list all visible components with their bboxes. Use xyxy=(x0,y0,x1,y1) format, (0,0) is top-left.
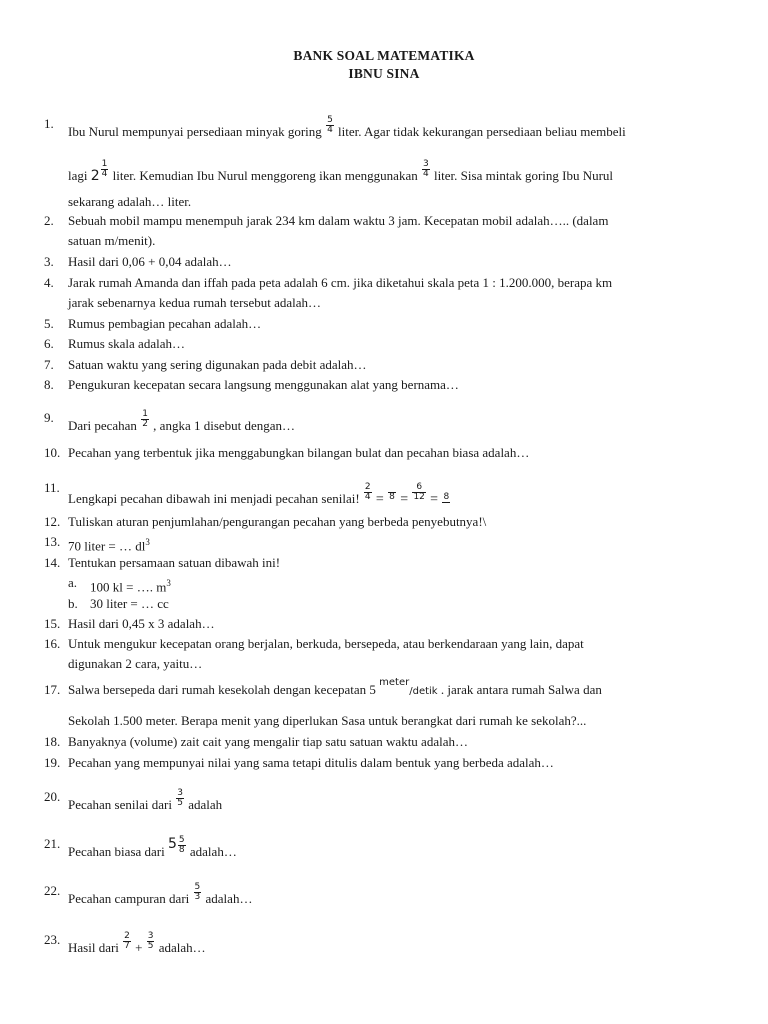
question-number: 15. xyxy=(44,616,61,631)
question-6-text: Rumus skala adalah… xyxy=(68,336,185,351)
question-number: 8. xyxy=(44,377,54,392)
question-17-text: Salwa bersepeda dari rumah kesekolah dengan kecepatan 5 $^{meter}$/detik . jarak antara rumah Salwa dan xyxy=(68,677,602,697)
question-number: 14. xyxy=(44,555,61,570)
fraction: $\frac{1}{2}$ xyxy=(142,409,148,429)
question-number: 22. xyxy=(44,883,61,898)
mixed-number-whole: 5 xyxy=(167,836,177,852)
fraction: $\frac{6}{12}$ xyxy=(413,482,425,502)
question-number: 12. xyxy=(44,514,61,529)
question-9-text: Dari pecahan $\frac{1}{2}$ , angka 1 disebut dengan… xyxy=(68,409,296,433)
question-4-text-cont: jarak sebenarnya kedua rumah tersebut adalah… xyxy=(68,295,322,310)
unit-denominator: detik xyxy=(412,686,438,697)
question-7-text: Satuan waktu yang sering digunakan pada debit adalah… xyxy=(68,357,367,372)
question-number: 17. xyxy=(44,682,61,697)
question-number: 2. xyxy=(44,213,54,228)
question-5-text: Rumus pembagian pecahan adalah… xyxy=(68,316,262,331)
document-subtitle: IBNU SINA xyxy=(348,66,420,81)
question-text: lagi 2 $\frac{1}{4}$ liter. Kemudian Ibu Nurul menggoreng ikan menggunakan $\frac{3}{4}$ liter. Sisa mintak goring Ibu Nurul xyxy=(68,159,614,184)
question-22-text: Pecahan campuran dari $\frac{5}{3}$ adalah… xyxy=(68,882,253,906)
question-number: 11. xyxy=(44,480,60,495)
document-title: BANK SOAL MATEMATIKA xyxy=(293,48,475,63)
subquestion-label: b. xyxy=(68,596,78,611)
question-text: Ibu Nurul mempunyai persediaan minyak goring $\frac{5}{4}$ liter. Agar tidak kekurangan persediaan beliau membeli xyxy=(68,115,626,139)
fraction: $\frac{5}{3}$ xyxy=(194,882,201,902)
question-13-text: 70 liter = … $dl^3$ xyxy=(68,537,150,554)
question-4-text: Jarak rumah Amanda dan iffah pada peta adalah 6 cm. jika diketahui skala peta 1 : 1.200.000, berapa km xyxy=(68,275,613,290)
question-number: 21. xyxy=(44,836,61,851)
question-number: 23. xyxy=(44,932,61,947)
fraction-blank-numerator: 8 xyxy=(389,492,395,502)
question-15-text: Hasil dari 0,45 x 3 adalah… xyxy=(68,616,215,631)
question-number: 4. xyxy=(44,275,54,290)
question-number: 13. xyxy=(44,534,61,549)
question-number: 18. xyxy=(44,734,61,749)
question-18-text: Banyaknya (volume) zait cait yang mengalir tiap satu satuan waktu adalah… xyxy=(68,734,468,749)
question-number: 3. xyxy=(44,254,54,269)
question-number: 1. xyxy=(44,116,54,131)
subquestion-a-text: 100 kl = …. $m^3$ xyxy=(90,578,171,595)
question-3-text: Hasil dari 0,06 + 0,04 adalah… xyxy=(68,254,232,269)
question-number: 6. xyxy=(44,336,54,351)
question-11-text: Lengkapi pecahan dibawah ini menjadi pecahan senilai! $\frac{2}{4}$ = 8 = $\frac{6}{12}$ = 8 xyxy=(68,480,722,512)
question-16-text: Untuk mengukur kecepatan orang berjalan, berkuda, bersepeda, atau berkendaraan yang lain, dapat xyxy=(68,636,584,651)
question-20-text: Pecahan senilai dari $\frac{3}{5}$ adalah xyxy=(68,788,223,812)
fraction: $\frac{3}{5}$ xyxy=(147,931,154,951)
mixed-number-whole: 2 xyxy=(90,168,100,184)
fraction: $\frac{3}{5}$ xyxy=(177,788,183,808)
unit-numerator: meter xyxy=(379,677,410,688)
subquestion-b-text: 30 liter = … cc xyxy=(90,596,169,611)
fraction: $\frac{2}{4}$ xyxy=(364,482,371,502)
question-2-text-cont: satuan m/menit). xyxy=(68,233,156,248)
question-14-text: Tentukan persamaan satuan dibawah ini! xyxy=(68,555,281,570)
question-number: 10. xyxy=(44,445,61,460)
question-12-text: Tuliskan aturan penjumlahan/pengurangan pecahan yang berbeda penyebutnya!\ xyxy=(68,514,487,529)
question-17-text-cont: Sekolah 1.500 meter. Berapa menit yang diperlukan Sasa untuk berangkat dari rumah ke sekolah?... xyxy=(68,713,587,728)
question-8-text: Pengukuran kecepatan secara langsung menggunakan alat yang bernama… xyxy=(68,377,459,392)
fraction: $\frac{1}{4}$ xyxy=(101,159,108,179)
question-number: 19. xyxy=(44,755,61,770)
question-21-text: Pecahan biasa dari 5 $\frac{5}{8}$ adalah… xyxy=(68,835,237,859)
subquestion-label: a. xyxy=(68,575,78,590)
question-text: sekarang adalah… liter. xyxy=(68,194,192,209)
fraction-blank-denominator: 8 xyxy=(442,493,450,512)
question-number: 7. xyxy=(44,357,54,372)
fraction: $\frac{3}{4}$ xyxy=(422,159,429,179)
question-10-text: Pecahan yang terbentuk jika menggabungkan bilangan bulat dan pecahan biasa adalah… xyxy=(68,445,530,460)
question-2-text: Sebuah mobil mampu menempuh jarak 234 km dalam waktu 3 jam. Kecepatan mobil adalah….. (dalam xyxy=(68,213,609,228)
question-number: 9. xyxy=(44,410,54,425)
question-number: 16. xyxy=(44,636,61,651)
fraction: $\frac{5}{8}$ xyxy=(178,835,185,855)
fraction: $\frac{2}{7}$ xyxy=(124,931,130,951)
fraction: $\frac{5}{4}$ xyxy=(327,115,333,135)
question-number: 5. xyxy=(44,316,54,331)
question-23-text: Hasil dari $\frac{2}{7}$ + $\frac{3}{5}$ adalah… xyxy=(68,931,206,955)
question-16-text-cont: digunakan 2 cara, yaitu… xyxy=(68,656,203,671)
question-19-text: Pecahan yang mempunyai nilai yang sama tetapi ditulis dalam bentuk yang berbeda adalah… xyxy=(68,755,554,770)
question-number: 20. xyxy=(44,789,61,804)
